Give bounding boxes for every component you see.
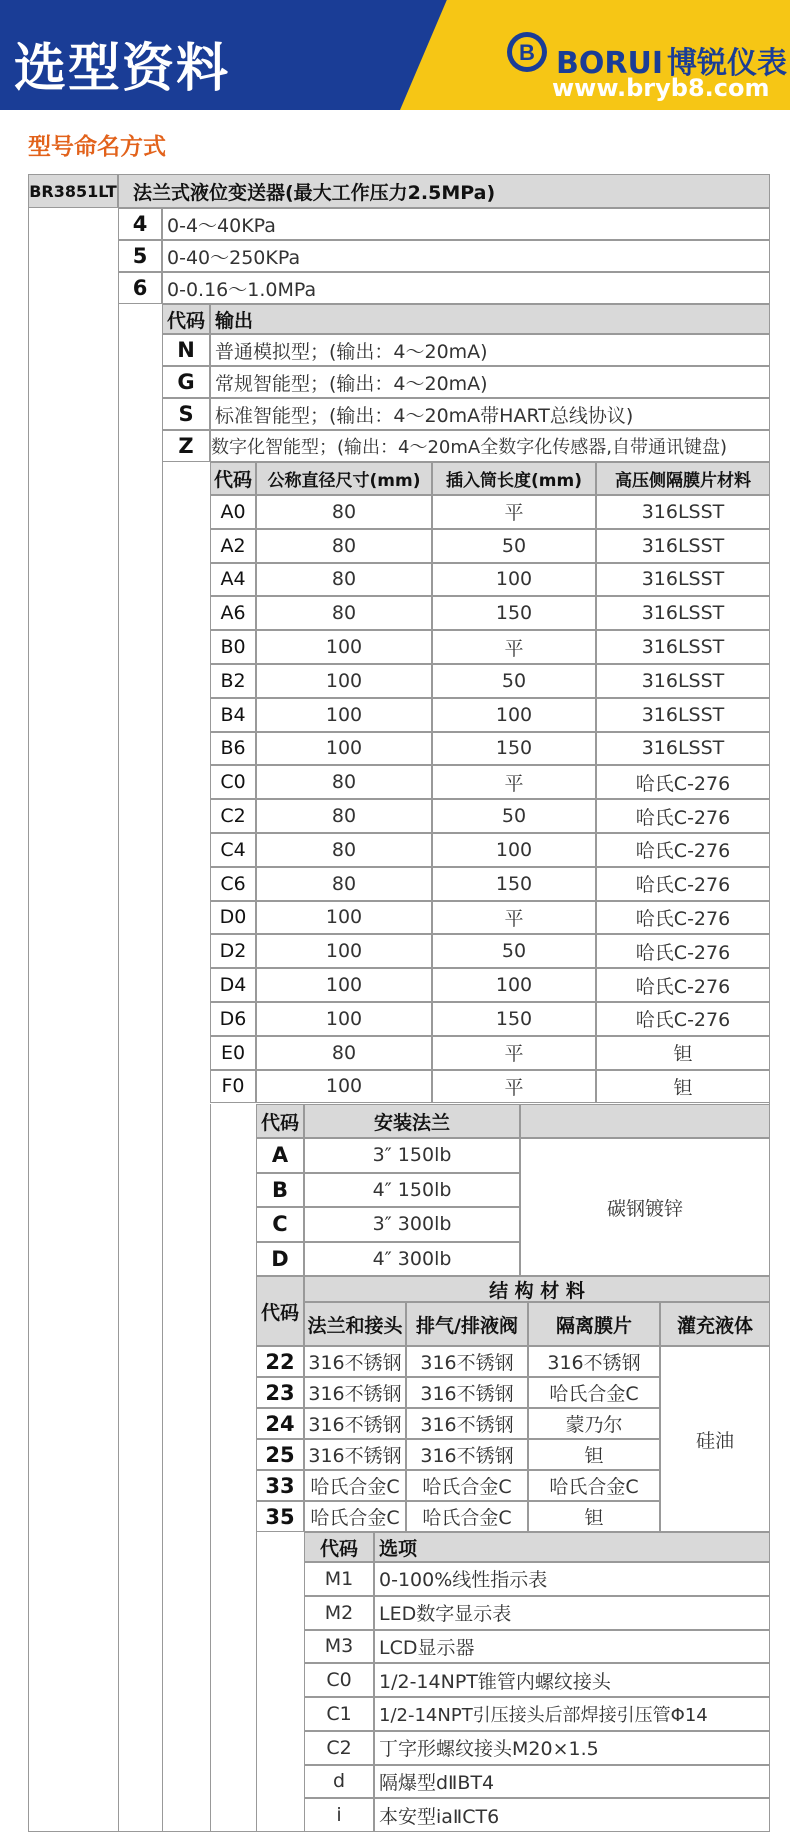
- dimension-code: F0: [210, 1070, 256, 1104]
- range-code: 6: [118, 272, 162, 304]
- structure-value: 316不锈钢: [406, 1377, 528, 1408]
- dimension-value: 316LSST: [596, 732, 770, 766]
- range-label: 0-40～250KPa: [162, 240, 770, 272]
- structure-header: 灌充液体: [660, 1302, 770, 1346]
- dimension-value: 80: [256, 529, 432, 563]
- dimension-value: 哈氏C-276: [596, 867, 770, 901]
- dimension-value: 100: [256, 1002, 432, 1036]
- dimension-value: 平: [432, 901, 596, 935]
- structure-value: 316不锈钢: [406, 1346, 528, 1377]
- structure-value: 316不锈钢: [528, 1346, 660, 1377]
- option-code: C0: [304, 1663, 374, 1697]
- output-label: 常规智能型；(输出：4～20mA): [210, 366, 770, 398]
- structure-code: 35: [256, 1501, 304, 1532]
- structure-fill-liquid: 硅油: [660, 1346, 770, 1532]
- flange-value: 4″ 300lb: [304, 1242, 520, 1277]
- dimension-value: 哈氏C-276: [596, 765, 770, 799]
- dimension-value: 50: [432, 934, 596, 968]
- option-code: i: [304, 1798, 374, 1832]
- dimension-value: 80: [256, 799, 432, 833]
- dimension-value: 316LSST: [596, 563, 770, 597]
- option-label: 0-100%线性指示表: [374, 1562, 770, 1596]
- brand-en: BORUI: [556, 46, 663, 81]
- dimension-code: A6: [210, 596, 256, 630]
- option-code: M1: [304, 1562, 374, 1596]
- option-label: LCD显示器: [374, 1630, 770, 1664]
- structure-value: 316不锈钢: [304, 1408, 406, 1439]
- dimension-value: 150: [432, 732, 596, 766]
- dimension-value: 100: [432, 563, 596, 597]
- dimension-value: 150: [432, 1002, 596, 1036]
- options-header-code: 代码: [304, 1532, 374, 1562]
- structure-value: 钽: [528, 1439, 660, 1470]
- flange-header-label: 安装法兰: [304, 1104, 520, 1138]
- column-divider: [162, 462, 163, 1832]
- website-url[interactable]: www.bryb8.com: [552, 74, 770, 102]
- dimension-value: 50: [432, 664, 596, 698]
- dimension-code: C0: [210, 765, 256, 799]
- structure-value: 哈氏合金C: [406, 1470, 528, 1501]
- structure-value: 蒙乃尔: [528, 1408, 660, 1439]
- dimension-value: 100: [256, 698, 432, 732]
- dimension-value: 哈氏C-276: [596, 799, 770, 833]
- dimension-value: 100: [256, 901, 432, 935]
- dimension-value: 平: [432, 495, 596, 529]
- dimension-code: B6: [210, 732, 256, 766]
- option-code: M2: [304, 1596, 374, 1630]
- column-divider: [118, 304, 119, 1832]
- structure-value: 哈氏合金C: [304, 1501, 406, 1532]
- logo-letter: B: [519, 40, 535, 65]
- flange-code: C: [256, 1207, 304, 1242]
- structure-code: 25: [256, 1439, 304, 1470]
- option-code: C1: [304, 1697, 374, 1731]
- dimension-header: 高压侧隔膜片材料: [596, 462, 770, 495]
- model-description: 法兰式液位变送器(最大工作压力2.5MPa): [118, 174, 770, 208]
- dimension-value: 80: [256, 833, 432, 867]
- dimension-value: 100: [256, 732, 432, 766]
- range-label: 0-0.16～1.0MPa: [162, 272, 770, 304]
- option-label: 丁字形螺纹接头M20×1.5: [374, 1731, 770, 1765]
- brand-cn: 博锐仪表: [667, 46, 787, 81]
- dimension-value: 316LSST: [596, 596, 770, 630]
- dimension-value: 80: [256, 1036, 432, 1070]
- dimension-header: 插入筒长度(mm): [432, 462, 596, 495]
- dimension-value: 316LSST: [596, 664, 770, 698]
- dimension-code: A0: [210, 495, 256, 529]
- dimension-code: B0: [210, 630, 256, 664]
- output-header-code: 代码: [162, 304, 210, 334]
- dimension-value: 100: [256, 968, 432, 1002]
- option-code: C2: [304, 1731, 374, 1765]
- output-header-label: 输出: [210, 304, 770, 334]
- dimension-code: D2: [210, 934, 256, 968]
- option-label: 1/2-14NPT锥管内螺纹接头: [374, 1663, 770, 1697]
- structure-header: 法兰和接头: [304, 1302, 406, 1346]
- flange-header-code: 代码: [256, 1104, 304, 1138]
- dimension-value: 钽: [596, 1036, 770, 1070]
- structure-value: 316不锈钢: [304, 1346, 406, 1377]
- dimension-code: C2: [210, 799, 256, 833]
- option-label: LED数字显示表: [374, 1596, 770, 1630]
- dimension-value: 100: [256, 934, 432, 968]
- dimension-value: 100: [256, 664, 432, 698]
- flange-code: A: [256, 1138, 304, 1173]
- structure-header-code: 代码: [256, 1276, 304, 1346]
- dimension-value: 80: [256, 495, 432, 529]
- dimension-code: D6: [210, 1002, 256, 1036]
- dimension-value: 平: [432, 1070, 596, 1104]
- dimension-value: 平: [432, 1036, 596, 1070]
- dimension-value: 80: [256, 867, 432, 901]
- flange-header-filler: [520, 1104, 770, 1138]
- section-title: 型号命名方式: [28, 134, 166, 160]
- dimension-value: 哈氏C-276: [596, 901, 770, 935]
- structure-code: 24: [256, 1408, 304, 1439]
- dimension-code: E0: [210, 1036, 256, 1070]
- flange-value: 4″ 150lb: [304, 1173, 520, 1208]
- structure-value: 316不锈钢: [304, 1377, 406, 1408]
- column-divider: [256, 1532, 257, 1832]
- output-code: N: [162, 334, 210, 366]
- dimension-code: B2: [210, 664, 256, 698]
- dimension-value: 平: [432, 630, 596, 664]
- dimension-value: 50: [432, 799, 596, 833]
- output-code: S: [162, 398, 210, 430]
- dimension-header: 代码: [210, 462, 256, 495]
- dimension-value: 哈氏C-276: [596, 968, 770, 1002]
- options-header-label: 选项: [374, 1532, 770, 1562]
- dimension-code: C6: [210, 867, 256, 901]
- option-label: 1/2-14NPT引压接头后部焊接引压管Φ14: [374, 1697, 770, 1731]
- dimension-value: 50: [432, 529, 596, 563]
- dimension-value: 80: [256, 765, 432, 799]
- range-label: 0-4～40KPa: [162, 208, 770, 240]
- dimension-value: 平: [432, 765, 596, 799]
- dimension-value: 316LSST: [596, 630, 770, 664]
- output-code: G: [162, 366, 210, 398]
- structure-value: 316不锈钢: [406, 1408, 528, 1439]
- dimension-value: 100: [432, 698, 596, 732]
- dimension-value: 哈氏C-276: [596, 934, 770, 968]
- dimension-code: D4: [210, 968, 256, 1002]
- dimension-value: 150: [432, 867, 596, 901]
- dimension-header: 公称直径尺寸(mm): [256, 462, 432, 495]
- range-code: 5: [118, 240, 162, 272]
- page-title: 选型资料: [14, 39, 231, 99]
- dimension-value: 316LSST: [596, 529, 770, 563]
- dimension-value: 钽: [596, 1070, 770, 1104]
- structure-header: 排气/排液阀: [406, 1302, 528, 1346]
- dimension-code: A4: [210, 563, 256, 597]
- header-banner: [0, 0, 790, 110]
- structure-header-title: 结 构 材 料: [304, 1276, 770, 1302]
- structure-value: 哈氏合金C: [406, 1501, 528, 1532]
- column-divider: [210, 1104, 211, 1832]
- dimension-value: 150: [432, 596, 596, 630]
- output-label: 数字化智能型；(输出：4～20mA全数字化传感器,自带通讯键盘): [210, 430, 770, 462]
- dimension-code: C4: [210, 833, 256, 867]
- dimension-value: 80: [256, 563, 432, 597]
- output-label: 标准智能型；(输出：4～20mA带HART总线协议): [210, 398, 770, 430]
- flange-value: 3″ 300lb: [304, 1207, 520, 1242]
- structure-value: 哈氏合金C: [528, 1470, 660, 1501]
- dimension-value: 80: [256, 596, 432, 630]
- dimension-value: 100: [432, 968, 596, 1002]
- option-label: 本安型iaⅡCT6: [374, 1798, 770, 1832]
- structure-code: 33: [256, 1470, 304, 1501]
- range-code: 4: [118, 208, 162, 240]
- structure-code: 22: [256, 1346, 304, 1377]
- structure-header: 隔离膜片: [528, 1302, 660, 1346]
- option-label: 隔爆型dⅡBT4: [374, 1765, 770, 1799]
- model-code: BR3851LT: [28, 174, 118, 208]
- dimension-value: 100: [256, 630, 432, 664]
- dimension-value: 316LSST: [596, 698, 770, 732]
- dimension-code: A2: [210, 529, 256, 563]
- output-label: 普通模拟型；(输出：4～20mA): [210, 334, 770, 366]
- flange-code: D: [256, 1242, 304, 1277]
- flange-material: 碳钢镀锌: [520, 1138, 770, 1276]
- structure-value: 钽: [528, 1501, 660, 1532]
- dimension-value: 哈氏C-276: [596, 833, 770, 867]
- structure-value: 哈氏合金C: [304, 1470, 406, 1501]
- flange-value: 3″ 150lb: [304, 1138, 520, 1173]
- dimension-value: 100: [256, 1070, 432, 1104]
- flange-code: B: [256, 1173, 304, 1208]
- dimension-code: B4: [210, 698, 256, 732]
- structure-value: 316不锈钢: [406, 1439, 528, 1470]
- structure-code: 23: [256, 1377, 304, 1408]
- option-code: M3: [304, 1630, 374, 1664]
- structure-value: 316不锈钢: [304, 1439, 406, 1470]
- dimension-value: 316LSST: [596, 495, 770, 529]
- dimension-value: 100: [432, 833, 596, 867]
- dimension-value: 哈氏C-276: [596, 1002, 770, 1036]
- option-code: d: [304, 1765, 374, 1799]
- output-code: Z: [162, 430, 210, 462]
- structure-value: 哈氏合金C: [528, 1377, 660, 1408]
- dimension-code: D0: [210, 901, 256, 935]
- borui-logo-icon: [505, 30, 549, 74]
